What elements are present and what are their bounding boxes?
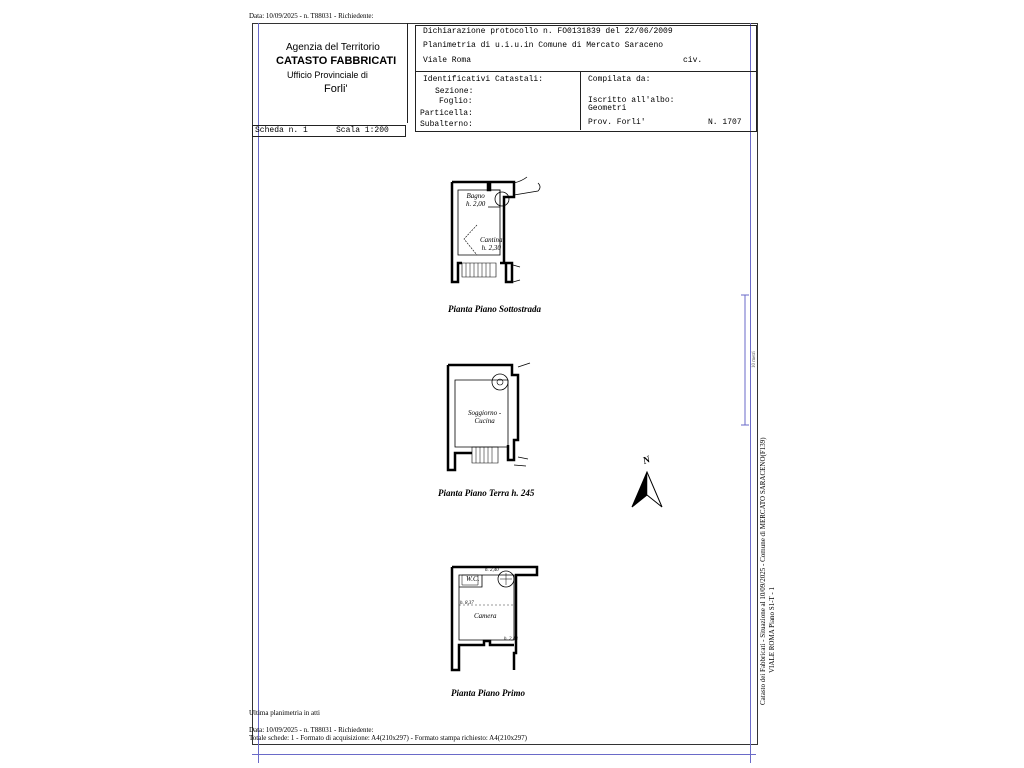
protocol-row-divider	[415, 71, 756, 72]
geometri-label: Geometri	[588, 104, 627, 113]
prov-label: Prov. Forli'	[588, 118, 646, 127]
bottom-guide-line	[252, 754, 756, 755]
office-city: Forli'	[324, 83, 348, 95]
subalterno-label: Subalterno:	[420, 120, 473, 129]
protocol-col-divider	[580, 71, 581, 130]
iscritto-label: Iscritto all'albo:	[588, 96, 675, 105]
address-text: Viale Roma	[423, 56, 472, 65]
room-cucina-label: Cucina	[474, 417, 495, 425]
dichiarazione-text: Dichiarazione protocollo n. FO0131839 del 22/06/2009	[423, 27, 673, 36]
identificativi-title: Identificativi Catastali:	[423, 75, 544, 84]
north-label: N	[641, 454, 652, 467]
footer-request-line: Data: 10/09/2025 - n. T88031 - Richiedente:	[249, 726, 374, 734]
top-request-line: Data: 10/09/2025 - n. T88031 - Richiedente:	[249, 12, 374, 20]
room-bagno	[466, 192, 485, 208]
particella-label: Particella:	[420, 109, 473, 118]
height-label-2: h. 8,37	[460, 601, 474, 606]
room-wc: W.C.	[466, 575, 480, 583]
catasto-title: CATASTO FABBRICATI	[276, 55, 397, 67]
civ-text: civ.	[683, 56, 703, 65]
foglio-label: Foglio:	[439, 97, 473, 106]
room-camera: Camera	[474, 612, 497, 620]
footer-format-line: Totale schede: 1 - Formato di acquisizione: A4(210x297) - Formato stampa richiesto: A4(210x297)	[249, 734, 527, 742]
scala-value: Scala 1:200	[336, 126, 389, 135]
office-name: Ufficio Provinciale di	[287, 70, 368, 80]
scale-bar-label: 10 metri	[752, 351, 757, 368]
iscrizione-number: N. 1707	[708, 118, 742, 127]
plan-label-primo: Pianta Piano Primo	[451, 688, 526, 698]
room-bagno-label: Bagno	[466, 192, 485, 200]
scheda-number: Scheda n. 1	[255, 126, 308, 135]
side-address-info: VIALE ROMA Piano S1-T - 1	[768, 586, 776, 673]
room-cantina-label: Cantina	[480, 236, 503, 244]
compilata-title: Compilata da:	[588, 75, 651, 84]
room-bagno-height: h. 2,00	[466, 200, 486, 208]
room-soggiorno-label: Soggiorno -	[468, 409, 502, 417]
plan-label-sottostrada: Pianta Piano Sottostrada	[448, 304, 542, 314]
side-cadastre-info: Catasto dei Fabbricati - Situazione al 10/09/2025 - Comune di MERCATO SARACENO(F139)	[759, 437, 767, 705]
floor-plans-drawing	[252, 135, 756, 745]
agency-name: Agenzia del Territorio	[286, 42, 380, 53]
height-label-1: h. 2,40	[485, 568, 499, 573]
room-cantina-height: h. 2,30	[481, 244, 501, 252]
planimetria-text: Planimetria di u.i.u.in Comune di Mercato Saraceno	[423, 41, 664, 50]
room-soggiorno	[468, 409, 501, 425]
ultima-planimetria: Ultima planimetria in atti	[249, 709, 320, 717]
height-label-3: h. 2,48	[504, 637, 518, 642]
room-cantina	[480, 236, 503, 252]
sezione-label: Sezione:	[435, 87, 474, 96]
north-arrow	[632, 472, 662, 507]
plan-label-terra: Pianta Piano Terra h. 245	[438, 488, 535, 498]
